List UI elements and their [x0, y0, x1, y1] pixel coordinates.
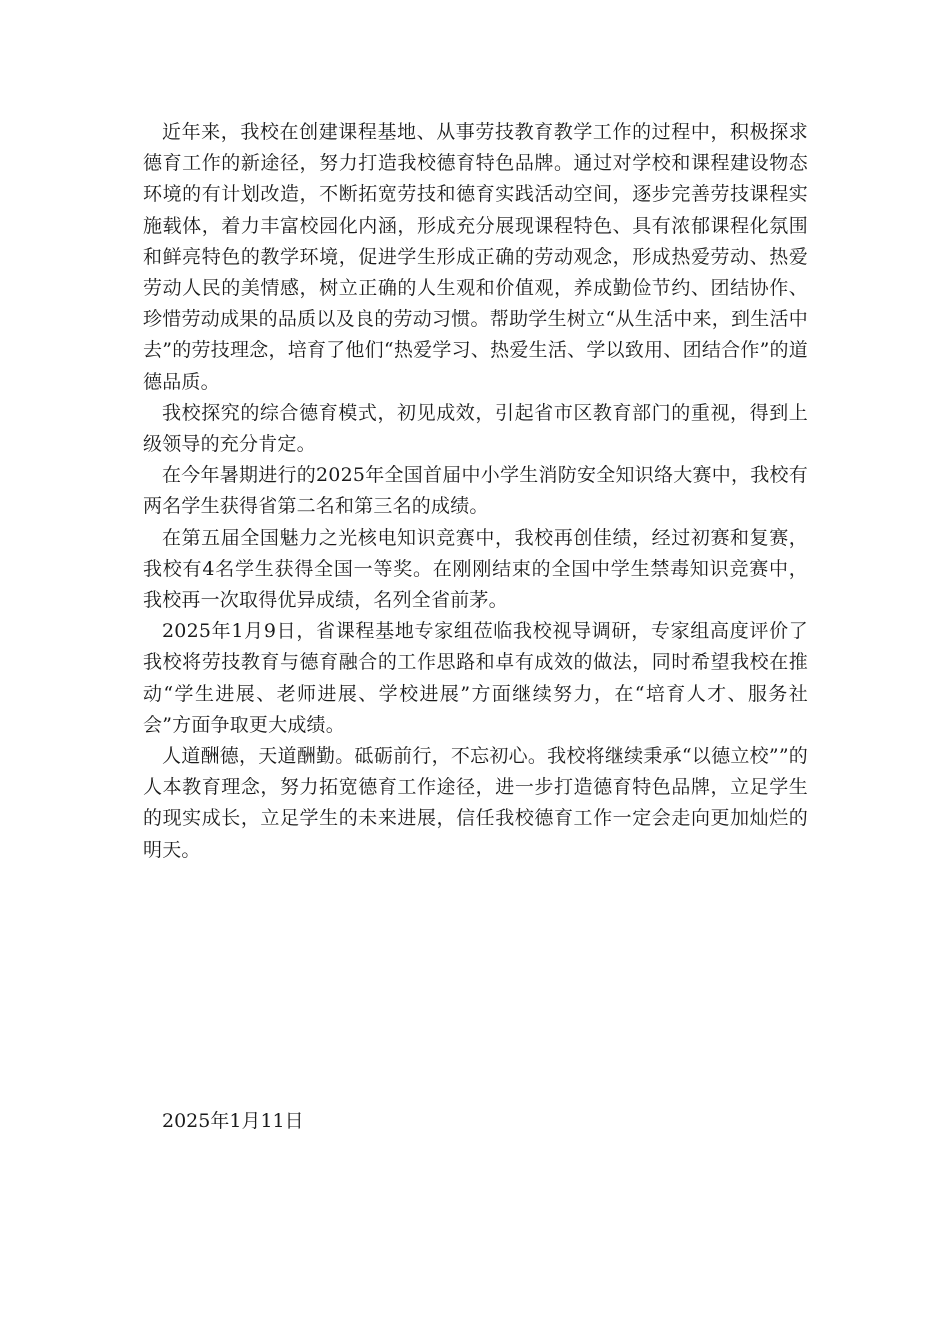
paragraph-1: 近年来，我校在创建课程基地、从事劳技教育教学工作的过程中，积极探求德育工作的新途径，努力打造我校德育特色品牌。通过对学校和课程建设物态环境的有计划改造，不断拓宽劳技和德育实践活动空间，逐步完善劳技课程实施载体，着力丰富校园化内涵，形成充分展现课程特色、具有浓郁课程化氛围和鲜亮特色的教学环境，促进学生形成正确的劳动观念，形成热爱劳动、热爱劳动人民的美情感，树立正确的人生观和价值观，养成勤俭节约、团结协作、珍惜劳动成果的品质以及良的劳动习惯。帮助学生树立“从生活中来，到生活中去”的劳技理念，培育了他们“热爱学习、热爱生活、学以致用、团结合作”的道德品质。 [143, 121, 808, 393]
paragraph-4: 在第五届全国魅力之光核电知识竞赛中，我校再创佳绩，经过初赛和复赛，我校有4名学生获得全国一等奖。在刚刚结束的全国中学生禁毒知识竞赛中，我校再一次取得优异成绩，名列全省前茅。 [143, 526, 808, 612]
paragraph-2: 我校探究的综合德育模式，初见成效，引起省市区教育部门的重视，得到上级领导的充分肯定。 [143, 401, 808, 456]
document-date: 2025年1月11日 [162, 1110, 304, 1132]
paragraph-3: 在今年暑期进行的2025年全国首届中小学生消防安全知识络大赛中，我校有两名学生获得省第二名和第三名的成绩。 [143, 464, 808, 518]
paragraph-5: 2025年1月9日，省课程基地专家组莅临我校视导调研，专家组高度评价了我校将劳技教育与德育融合的工作思路和卓有成效的做法，同时希望我校在推动“学生进展、老师进展、学校进展”方面继续努力，在“培育人才、服务社会”方面争取更大成绩。 [143, 620, 808, 736]
document-body [143, 117, 808, 866]
paragraph-6: 人道酬德，天道酬勤。砥砺前行，不忘初心。我校将继续秉承“以德立校””的人本教育理念，努力拓宽德育工作途径，进一步打造德育特色品牌，立足学生的现实成长，立足学生的未来进展，信任我校德育工作一定会走向更加灿烂的明天。 [143, 745, 808, 861]
